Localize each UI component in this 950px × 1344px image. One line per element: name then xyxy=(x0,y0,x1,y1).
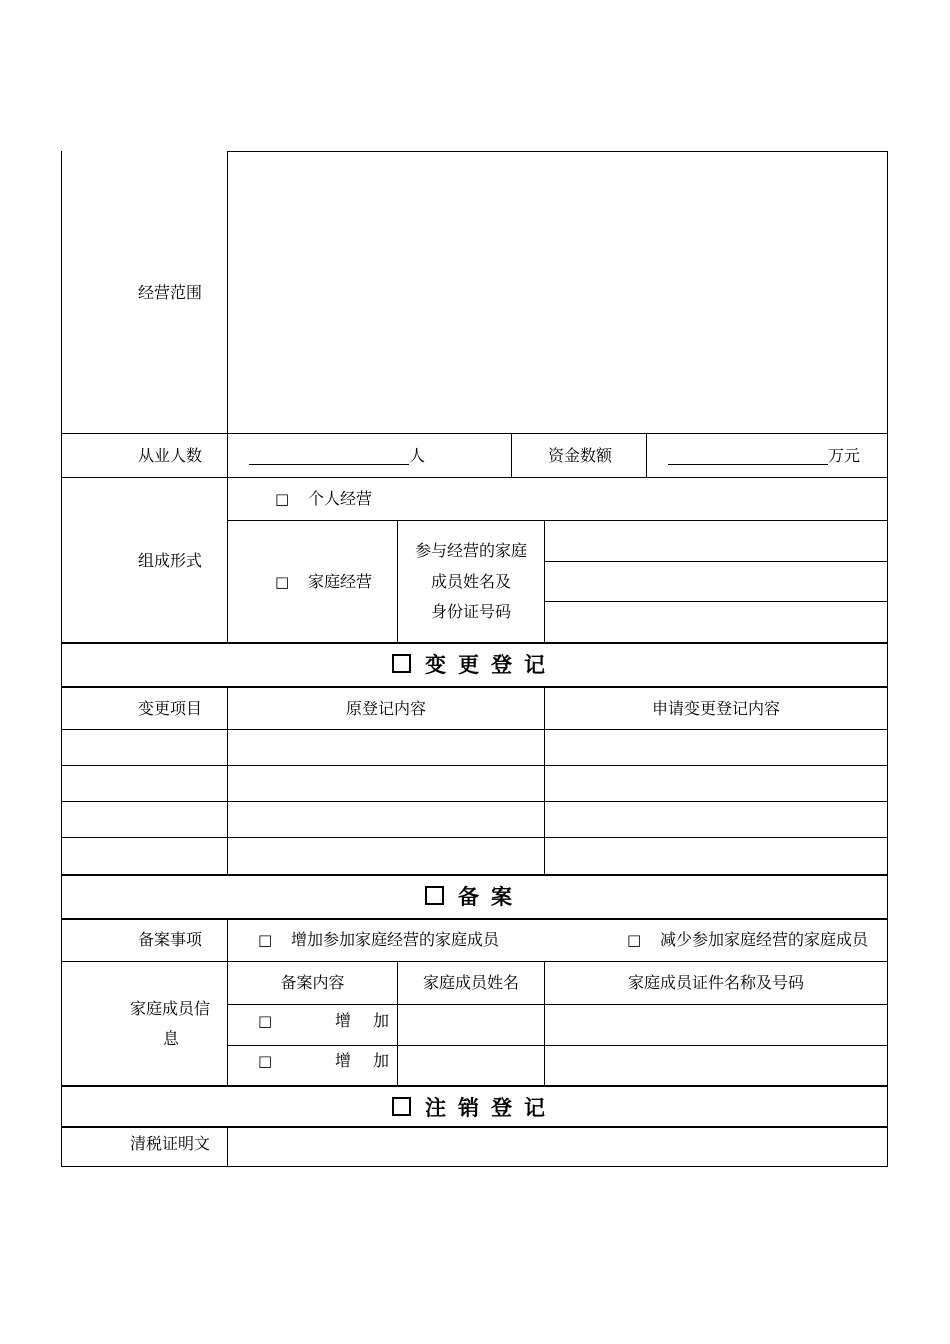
filing-items-label: 备案事项 xyxy=(138,930,203,949)
capital-unit: 万元 xyxy=(828,446,861,465)
tax-cert-field[interactable] xyxy=(228,1128,887,1166)
change-col-item: 变更项目 xyxy=(138,699,203,718)
change-col-original: 原登记内容 xyxy=(345,699,426,718)
employees-label: 从业人数 xyxy=(138,446,203,465)
add-member-label: 增加参加家庭经营的家庭成员 xyxy=(291,930,500,949)
rule-change-title-bottom xyxy=(61,686,888,688)
rule-change-row-1 xyxy=(61,765,888,766)
rule-change-row-3 xyxy=(61,837,888,838)
capital-label: 资金数额 xyxy=(548,446,613,465)
rule-change-head-bottom xyxy=(61,729,888,730)
capital-field[interactable] xyxy=(668,464,828,465)
cancel-checkbox-icon[interactable] xyxy=(392,1097,411,1116)
members-label-line-3: 身份证号码 xyxy=(430,602,511,621)
filing-title: 备案 xyxy=(458,885,524,909)
rule-filing-row-1 xyxy=(227,1045,888,1046)
filing-row-2-checkbox[interactable]: □ xyxy=(258,1052,273,1070)
filing-row-1-add-2: 加 xyxy=(373,1011,390,1030)
individual-label: 个人经营 xyxy=(308,489,373,508)
individual-checkbox[interactable]: □ xyxy=(275,490,290,508)
filing-row-2-add-1: 增 xyxy=(335,1051,352,1070)
filing-title-wrap xyxy=(62,884,887,910)
cancel-title: 注销登记 xyxy=(425,1096,557,1120)
filing-row-1-checkbox[interactable]: □ xyxy=(258,1012,273,1030)
member-info-label-1: 家庭成员信 xyxy=(130,999,211,1018)
rule-filing-head-bottom xyxy=(227,1004,888,1005)
rule-filing-title-bottom xyxy=(61,918,888,920)
filing-checkbox-icon[interactable] xyxy=(425,886,444,905)
col-employees-divider xyxy=(511,433,512,477)
composition-label: 组成形式 xyxy=(138,551,203,570)
frame-right xyxy=(887,151,888,1167)
filing-col-id: 家庭成员证件名称及号码 xyxy=(627,973,804,992)
rule-member-1 xyxy=(544,561,888,562)
change-title-wrap xyxy=(62,652,887,678)
filing-col-name: 家庭成员姓名 xyxy=(422,973,519,992)
family-label: 家庭经营 xyxy=(308,572,373,591)
col-filing-label-divider xyxy=(227,919,228,1086)
rule-bottom xyxy=(61,1166,888,1167)
change-title: 变更登记 xyxy=(425,653,557,677)
rule-filing-top xyxy=(61,874,888,876)
business-scope-label: 经营范围 xyxy=(138,283,203,302)
filing-col-content: 备案内容 xyxy=(280,973,345,992)
member-info-label-2: 息 xyxy=(163,1029,180,1048)
change-checkbox-icon[interactable] xyxy=(392,654,411,673)
rule-change-row-2 xyxy=(61,801,888,802)
cancel-title-wrap xyxy=(62,1095,887,1121)
members-label-line-1: 参与经营的家庭 xyxy=(414,541,527,560)
rule-change-top xyxy=(61,642,888,644)
members-label-line-2: 成员姓名及 xyxy=(430,572,511,591)
tax-cert-label: 清税证明文 xyxy=(130,1134,211,1153)
family-checkbox[interactable]: □ xyxy=(275,573,290,591)
rule-member-2 xyxy=(544,601,888,602)
employees-unit: 人 xyxy=(409,446,426,465)
rule-individual-bottom xyxy=(227,520,888,521)
rule-filing-items-bottom xyxy=(61,961,888,962)
rule-scope-bottom xyxy=(61,433,888,434)
change-col-new: 申请变更登记内容 xyxy=(651,699,780,718)
filing-row-1-add-1: 增 xyxy=(335,1011,352,1030)
remove-member-checkbox[interactable]: □ xyxy=(627,931,642,949)
business-scope-field[interactable] xyxy=(228,152,887,433)
filing-row-2-add-2: 加 xyxy=(373,1051,390,1070)
remove-member-label: 减少参加家庭经营的家庭成员 xyxy=(660,930,869,949)
col-members-divider xyxy=(544,520,545,642)
employees-field[interactable] xyxy=(249,464,409,465)
col-capital-divider xyxy=(646,433,647,477)
rule-employees-bottom xyxy=(61,477,888,478)
add-member-checkbox[interactable]: □ xyxy=(258,931,273,949)
rule-cancel-top xyxy=(61,1085,888,1087)
